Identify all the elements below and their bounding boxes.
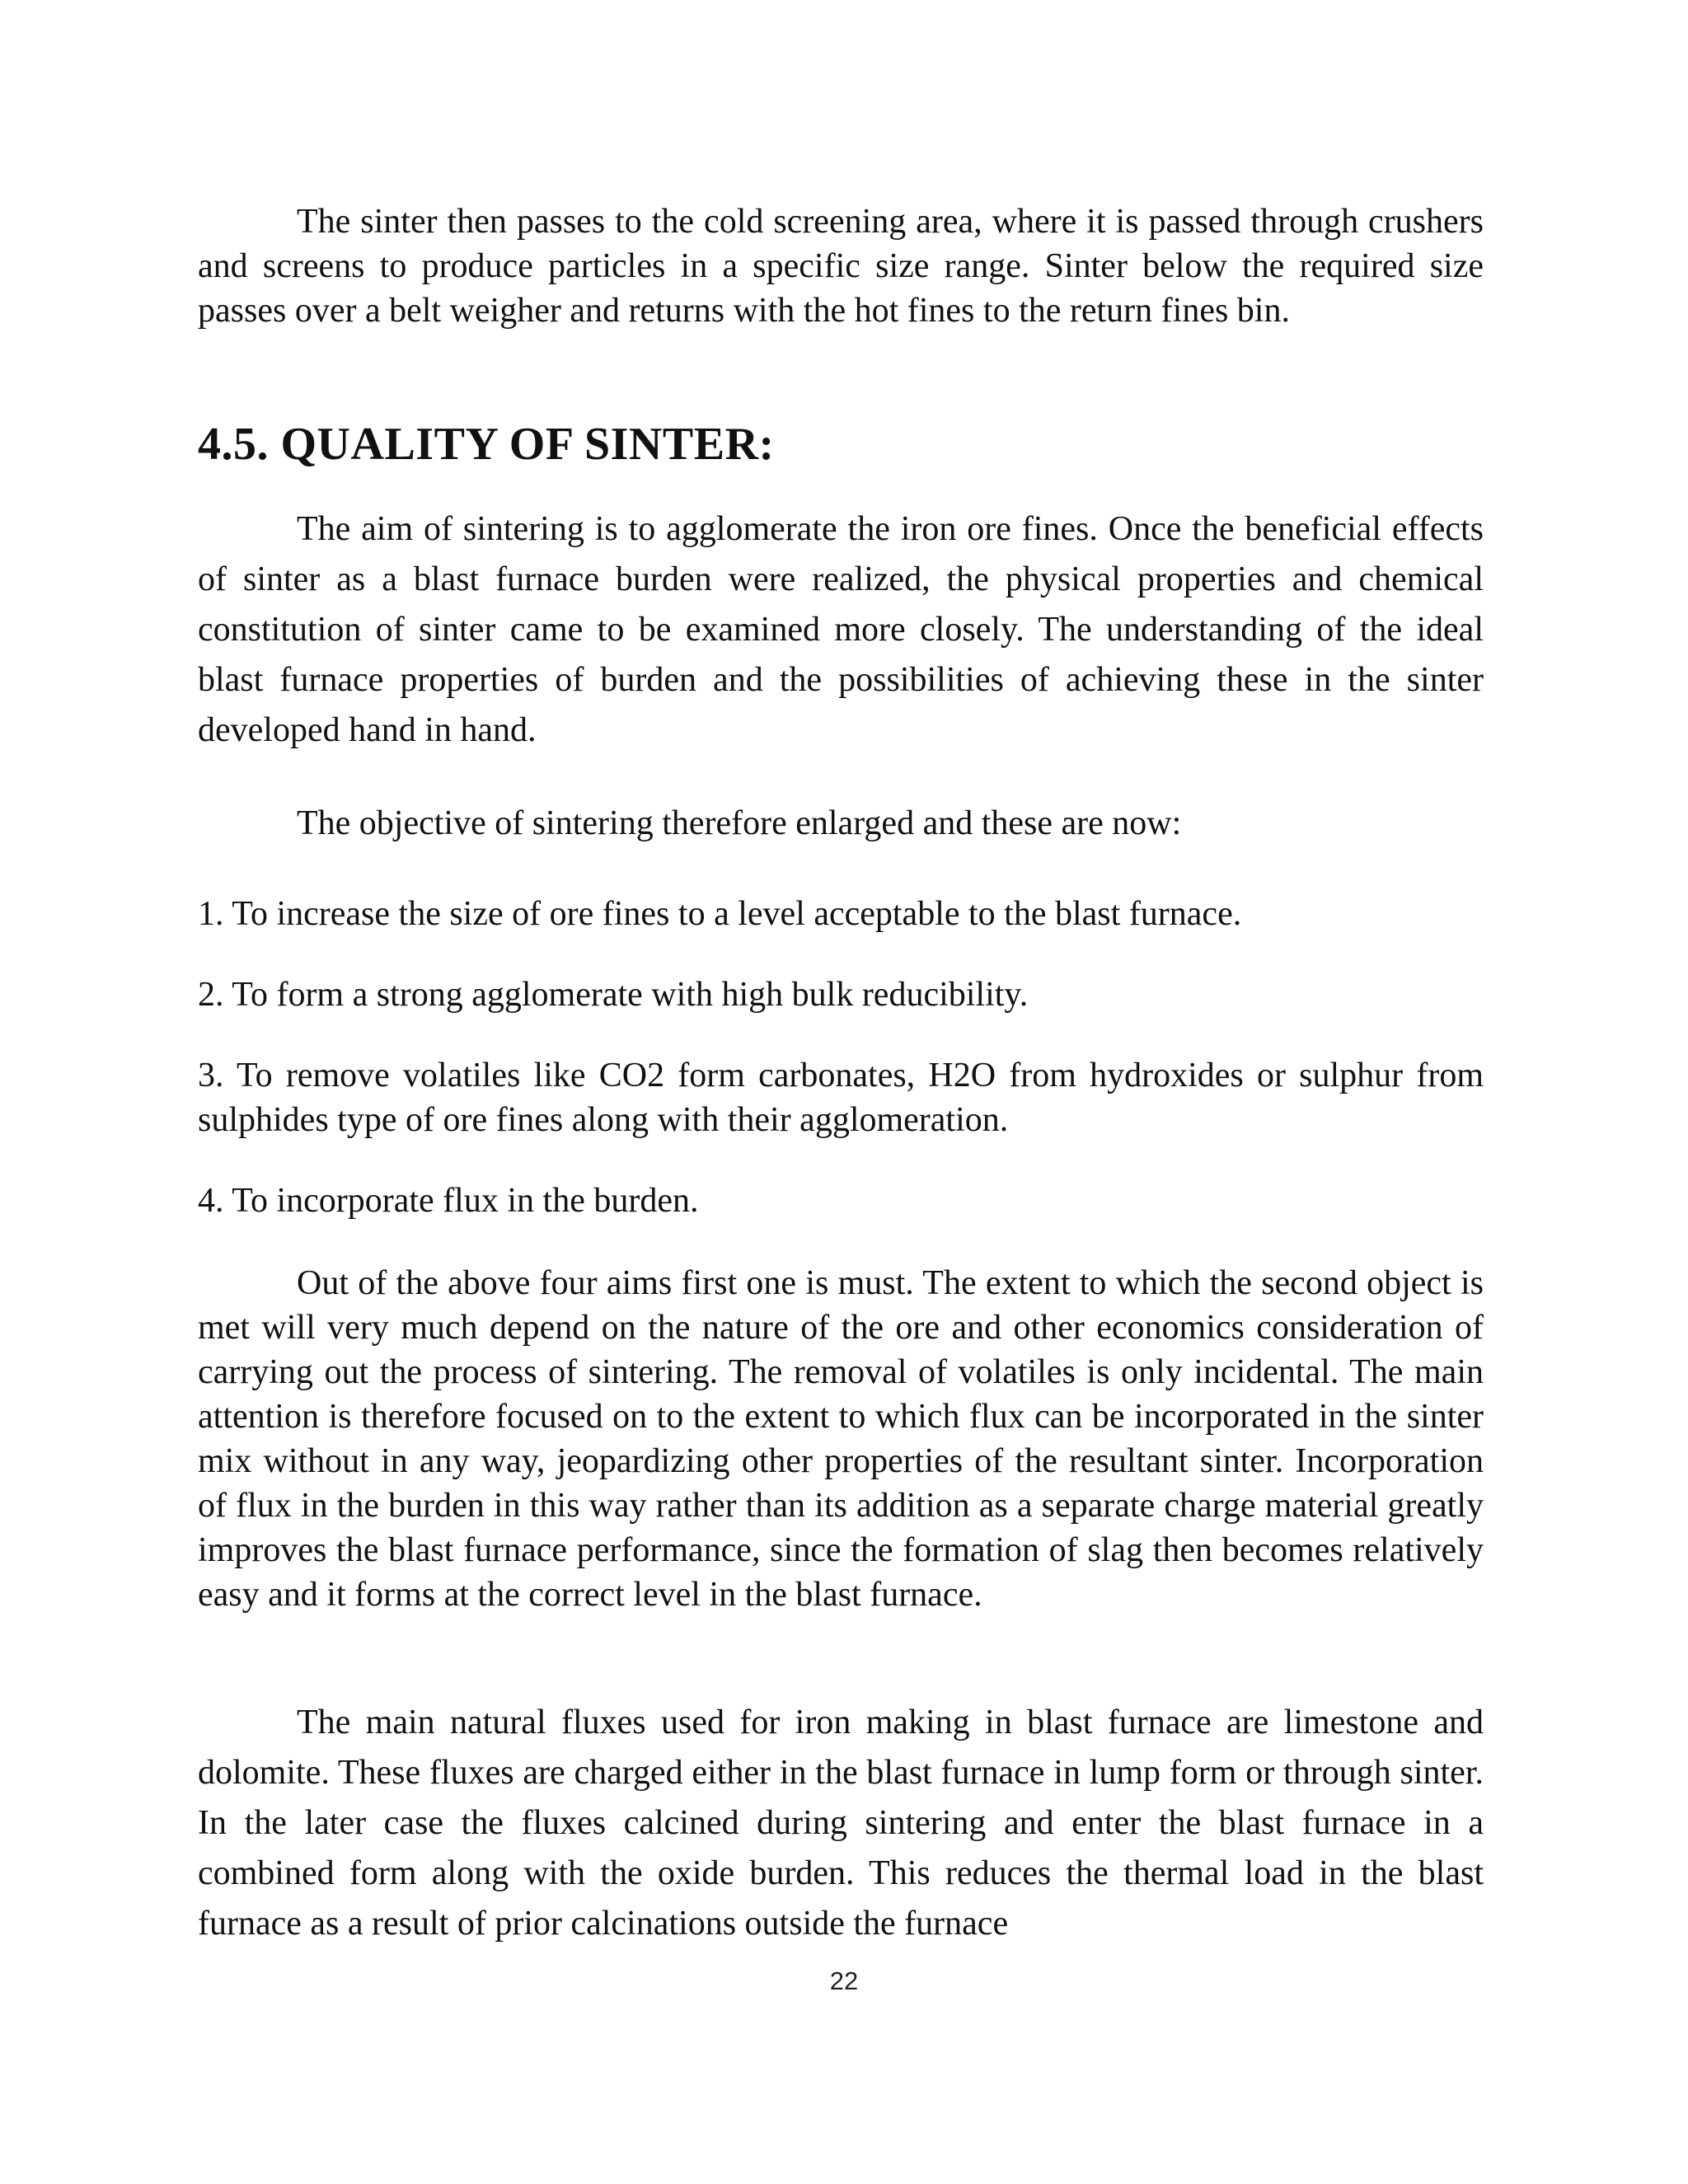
section-heading: 4.5. QUALITY OF SINTER: [198,419,775,470]
objective-item-3: 3. To remove volatiles like CO2 form carbonates, H2O from hydroxides or sulphur from sulphides type of ore fines along with their agglomeration. [198,1057,1484,1139]
paragraph-cold-screening: The sinter then passes to the cold screening area, where it is passed through crushers and screens to produce particles in a specific size range. Sinter below the required size passes over a belt weigher and returns with the hot fines to the return fines bin. [198,203,1484,330]
paragraph-aim-of-sintering: The aim of sintering is to agglomerate the iron ore fines. Once the beneficial effects of sinter as a blast furnace burden were realized, the physical properties and chemical constitution of sinter came to be examined more closely. The understanding of the ideal blast furnace properties of burden and the possibilities of achieving these in the sinter developed hand in hand. [198,510,1484,749]
paragraph-aims-discussion: Out of the above four aims first one is must. The extent to which the second object is met will very much depend on the nature of the ore and other economics consideration of carrying out the process of sintering. The removal of volatiles is only incidental. The main attention is therefore focused on to the extent to which flux can be incorporated in the sinter mix without in any way, jeopardizing other properties of the resultant sinter. Incorporation of flux in the burden in this way rather than its addition as a separate charge material greatly improves the blast furnace performance, since the formation of slag then becomes relatively easy and it forms at the correct level in the blast furnace. [198,1264,1484,1614]
paragraph-natural-fluxes: The main natural fluxes used for iron making in blast furnace are limestone and dolomite. These fluxes are charged either in the blast furnace in lump form or through sinter. In the later case the fluxes calcined during sintering and enter the blast furnace in a combined form along with the oxide burden. This reduces the thermal load in the blast furnace as a result of prior calcinations outside the furnace [198,1704,1484,1943]
objective-item-1: 1. To increase the size of ore fines to a level acceptable to the blast furnace. [198,895,1242,933]
objective-item-2: 2. To form a strong agglomerate with high bulk reducibility. [198,976,1029,1014]
objective-item-4: 4. To incorporate flux in the burden. [198,1182,699,1220]
page-number: 22 [829,1966,859,1995]
paragraph-objective-intro: The objective of sintering therefore enlarged and these are now: [297,804,1182,842]
